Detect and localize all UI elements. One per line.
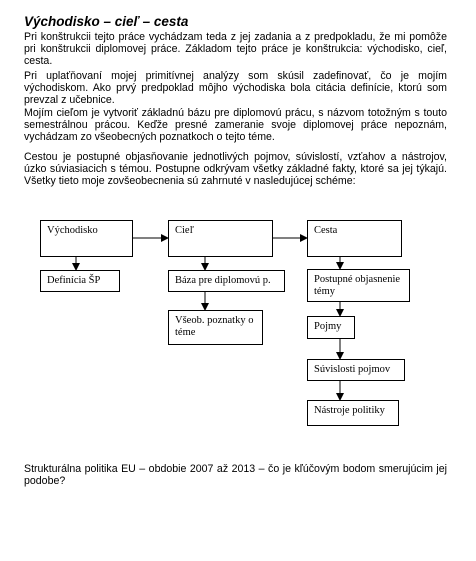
paragraph-2: Pri uplaťňovaní mojej primitívnej analýzy som skúsil zadefinovať, čo je mojím východiskom. Ako prvý predpoklad môjho východiska bola citácia definície, ktorú som prevzal z učebnice. bbox=[24, 70, 447, 106]
box-postupne: Postupné objasnenie témy bbox=[307, 269, 410, 302]
box-ciel: Cieľ bbox=[168, 220, 273, 257]
box-pojmy: Pojmy bbox=[307, 316, 355, 339]
box-suvislosti: Súvislosti pojmov bbox=[307, 359, 405, 381]
paragraph-1: Pri konštrukcii tejto práce vychádzam teda z jej zadania a z predpokladu, že mi pomôže pri konštrukcii diplomovej práce. Základom tejto práce je konštrukcia: východisko, cieľ, cesta. bbox=[24, 31, 447, 67]
section-heading: Východisko – cieľ – cesta bbox=[24, 14, 189, 29]
paragraph-5: Strukturálna politika EU – obdobie 2007 až 2013 – čo je kľúčovým bodom smerujúcim jej podobe? bbox=[24, 463, 447, 487]
paragraph-3: Mojím cieľom je vytvoriť základnú bázu pre diplomovú prácu, s názvom totožným s touto semestrálnou prácou. Keďže presné zameranie svoje diplomovej práce nepoznám, vychádzam zo všeobecných poznatkoch o tejto téme. bbox=[24, 107, 447, 143]
box-nastroje: Nástroje politiky bbox=[307, 400, 399, 426]
box-definicia: Definícia ŠP bbox=[40, 270, 120, 292]
box-vseob: Všeob. poznatky o téme bbox=[168, 310, 263, 345]
box-cesta: Cesta bbox=[307, 220, 402, 257]
box-baza: Báza pre diplomovú p. bbox=[168, 270, 285, 292]
paragraph-4: Cestou je postupné objasňovanie jednotlivých pojmov, súvislostí, vzťahov a nástrojov, úzko súviasiacich s témou. Postupne odkrývam všetky základné fakty, ktoré sa jej týkajú. Všetky tieto moje zovšeobecnenia sú zahrnuté v nasledujúcej schéme: bbox=[24, 151, 447, 187]
box-vychodisko: Východisko bbox=[40, 220, 133, 257]
